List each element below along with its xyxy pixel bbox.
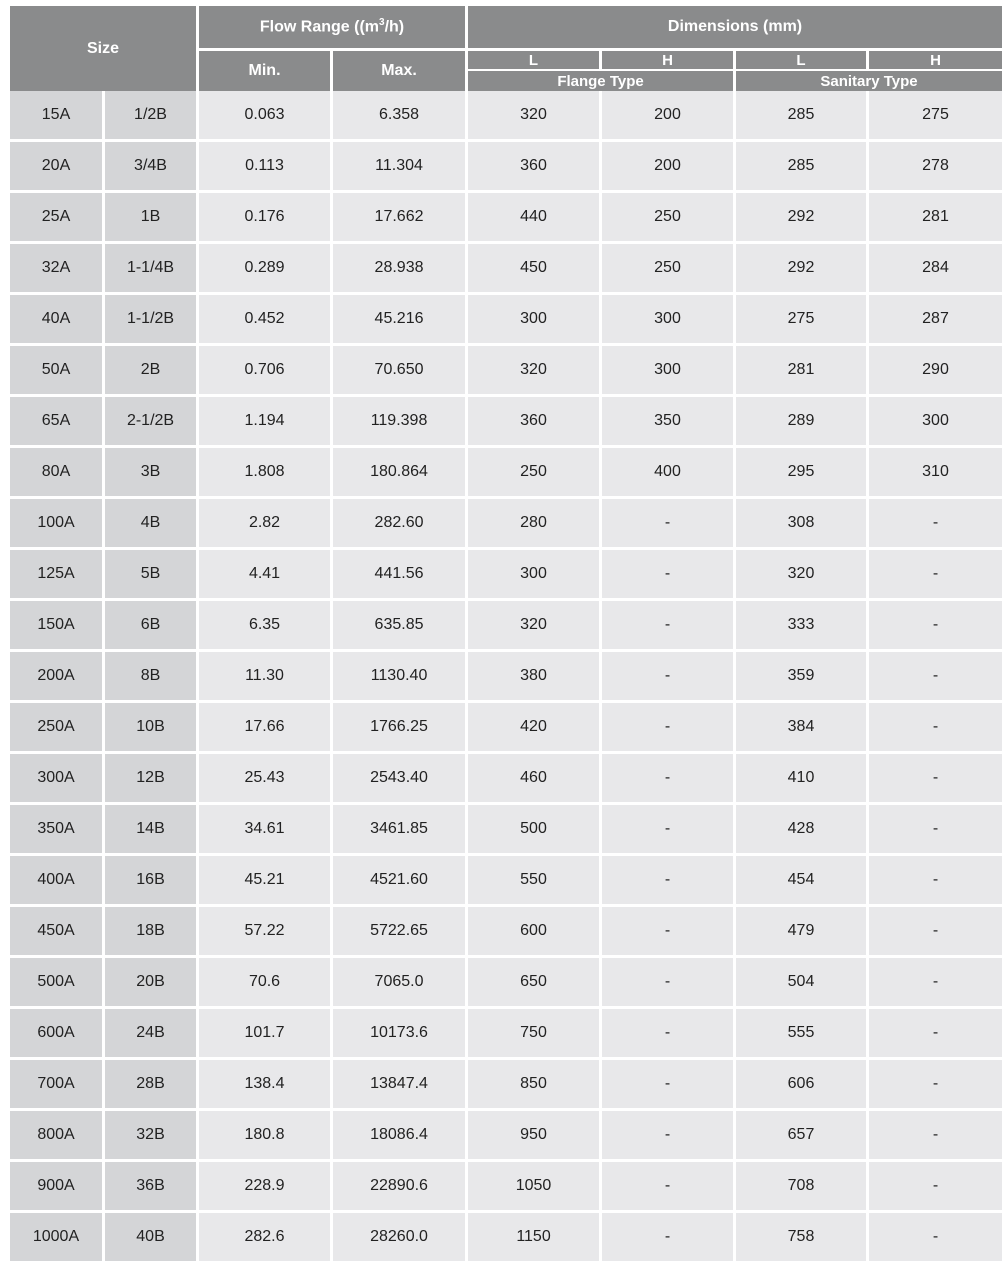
cell-size-a: 350A <box>10 805 105 856</box>
cell-flow-min: 101.7 <box>199 1009 333 1060</box>
cell-flow-min: 0.706 <box>199 346 333 397</box>
cell-flange-l: 380 <box>468 652 602 703</box>
cell-sanitary-l: 428 <box>736 805 869 856</box>
cell-flow-min: 17.66 <box>199 703 333 754</box>
cell-flange-l: 500 <box>468 805 602 856</box>
cell-size-a: 450A <box>10 907 105 958</box>
cell-flow-max: 2543.40 <box>333 754 468 805</box>
cell-sanitary-h: 275 <box>869 91 1002 142</box>
cell-flow-min: 57.22 <box>199 907 333 958</box>
cell-flow-max: 22890.6 <box>333 1162 468 1213</box>
cell-flange-l: 320 <box>468 601 602 652</box>
cell-size-b: 8B <box>105 652 199 703</box>
cell-flow-max: 282.60 <box>333 499 468 550</box>
cell-flow-max: 7065.0 <box>333 958 468 1009</box>
header-flow-range <box>199 6 468 51</box>
cell-size-a: 40A <box>10 295 105 346</box>
cell-sanitary-l: 708 <box>736 1162 869 1213</box>
cell-sanitary-l: 285 <box>736 91 869 142</box>
cell-flange-h: - <box>602 805 736 856</box>
cell-flow-max: 635.85 <box>333 601 468 652</box>
table-row <box>10 754 1002 805</box>
table-row <box>10 346 1002 397</box>
cell-flow-max: 17.662 <box>333 193 468 244</box>
cell-size-a: 15A <box>10 91 105 142</box>
cell-size-b: 4B <box>105 499 199 550</box>
table-row <box>10 703 1002 754</box>
cell-flange-h: - <box>602 1162 736 1213</box>
table-row <box>10 601 1002 652</box>
table-row <box>10 907 1002 958</box>
header-flange-l: L <box>468 51 602 71</box>
cell-flange-h: 350 <box>602 397 736 448</box>
table-row <box>10 652 1002 703</box>
cell-flow-min: 228.9 <box>199 1162 333 1213</box>
cell-sanitary-h: - <box>869 499 1002 550</box>
flow-meter-spec-table <box>10 6 1002 1261</box>
cell-sanitary-h: 287 <box>869 295 1002 346</box>
cell-sanitary-h: - <box>869 907 1002 958</box>
cell-size-b: 1/2B <box>105 91 199 142</box>
cell-size-b: 3B <box>105 448 199 499</box>
cell-sanitary-h: 290 <box>869 346 1002 397</box>
cell-size-a: 125A <box>10 550 105 601</box>
cell-flange-h: - <box>602 1111 736 1162</box>
cell-flow-max: 45.216 <box>333 295 468 346</box>
cell-sanitary-l: 308 <box>736 499 869 550</box>
cell-size-b: 32B <box>105 1111 199 1162</box>
header-size: Size <box>10 6 199 91</box>
cell-flange-l: 360 <box>468 397 602 448</box>
cell-flow-min: 1.194 <box>199 397 333 448</box>
cell-flange-h: - <box>602 907 736 958</box>
cell-sanitary-l: 384 <box>736 703 869 754</box>
cell-flange-l: 300 <box>468 295 602 346</box>
flow-range-label: Flow Range ((m <box>259 18 380 36</box>
cell-size-a: 500A <box>10 958 105 1009</box>
cell-flange-l: 440 <box>468 193 602 244</box>
table-row <box>10 142 1002 193</box>
table-body <box>10 91 1002 1261</box>
cell-flow-max: 28260.0 <box>333 1213 468 1261</box>
cell-size-b: 18B <box>105 907 199 958</box>
table-row <box>10 550 1002 601</box>
cell-flow-min: 4.41 <box>199 550 333 601</box>
cell-size-b: 24B <box>105 1009 199 1060</box>
cell-flange-l: 460 <box>468 754 602 805</box>
cell-size-a: 600A <box>10 1009 105 1060</box>
table-row <box>10 295 1002 346</box>
cell-flange-l: 250 <box>468 448 602 499</box>
table-row <box>10 856 1002 907</box>
cell-size-a: 80A <box>10 448 105 499</box>
cell-size-b: 6B <box>105 601 199 652</box>
header-min: Min. <box>199 51 333 91</box>
cell-flange-h: - <box>602 499 736 550</box>
cell-flange-l: 420 <box>468 703 602 754</box>
cell-sanitary-l: 555 <box>736 1009 869 1060</box>
cell-flow-min: 0.113 <box>199 142 333 193</box>
flow-range-unit-end: /h) <box>384 18 405 36</box>
cell-flow-min: 6.35 <box>199 601 333 652</box>
header-flange-h: H <box>602 51 736 71</box>
cell-flow-max: 4521.60 <box>333 856 468 907</box>
cell-flange-h: - <box>602 1060 736 1111</box>
cell-flow-min: 25.43 <box>199 754 333 805</box>
header-dimensions: Dimensions (mm) <box>468 6 1002 51</box>
cell-flange-h: - <box>602 856 736 907</box>
cell-flange-h: - <box>602 1009 736 1060</box>
cell-flow-min: 2.82 <box>199 499 333 550</box>
cell-size-b: 3/4B <box>105 142 199 193</box>
cell-sanitary-h: 300 <box>869 397 1002 448</box>
cell-size-a: 300A <box>10 754 105 805</box>
cell-flange-h: - <box>602 958 736 1009</box>
header-sanitary-l: L <box>736 51 869 71</box>
cell-flow-max: 119.398 <box>333 397 468 448</box>
table-row <box>10 1060 1002 1111</box>
table-row <box>10 1009 1002 1060</box>
cell-flange-h: - <box>602 550 736 601</box>
header-sanitary-h: H <box>869 51 1002 71</box>
cell-flow-max: 6.358 <box>333 91 468 142</box>
cell-flow-min: 138.4 <box>199 1060 333 1111</box>
cell-flow-max: 28.938 <box>333 244 468 295</box>
cell-size-b: 1-1/4B <box>105 244 199 295</box>
cell-sanitary-l: 504 <box>736 958 869 1009</box>
header-max: Max. <box>333 51 468 91</box>
cell-sanitary-l: 295 <box>736 448 869 499</box>
cell-size-a: 32A <box>10 244 105 295</box>
cell-sanitary-h: - <box>869 1060 1002 1111</box>
cell-flow-max: 1766.25 <box>333 703 468 754</box>
cell-flow-max: 441.56 <box>333 550 468 601</box>
header-sanitary-type: Sanitary Type <box>736 71 1002 91</box>
cell-size-b: 1-1/2B <box>105 295 199 346</box>
cell-sanitary-l: 479 <box>736 907 869 958</box>
cell-flange-l: 1050 <box>468 1162 602 1213</box>
cell-sanitary-h: - <box>869 805 1002 856</box>
cell-size-b: 2B <box>105 346 199 397</box>
table-row <box>10 397 1002 448</box>
cell-sanitary-h: - <box>869 1009 1002 1060</box>
cell-sanitary-l: 657 <box>736 1111 869 1162</box>
cell-size-a: 900A <box>10 1162 105 1213</box>
cell-flow-max: 3461.85 <box>333 805 468 856</box>
cell-size-a: 1000A <box>10 1213 105 1261</box>
cell-flow-min: 0.289 <box>199 244 333 295</box>
table-row <box>10 193 1002 244</box>
cell-flow-min: 282.6 <box>199 1213 333 1261</box>
spec-table-container <box>10 6 1002 1261</box>
cell-flange-h: 400 <box>602 448 736 499</box>
cell-flange-l: 300 <box>468 550 602 601</box>
cell-flow-min: 11.30 <box>199 652 333 703</box>
cell-flange-h: 200 <box>602 91 736 142</box>
cell-flange-h: 250 <box>602 193 736 244</box>
cell-size-b: 14B <box>105 805 199 856</box>
cell-sanitary-h: - <box>869 703 1002 754</box>
cell-flow-max: 13847.4 <box>333 1060 468 1111</box>
table-row <box>10 958 1002 1009</box>
cell-sanitary-l: 758 <box>736 1213 869 1261</box>
cell-flow-max: 18086.4 <box>333 1111 468 1162</box>
header-flange-type: Flange Type <box>468 71 736 91</box>
table-row <box>10 244 1002 295</box>
cell-flow-min: 0.452 <box>199 295 333 346</box>
cell-flange-l: 750 <box>468 1009 602 1060</box>
table-row <box>10 1111 1002 1162</box>
cell-size-b: 16B <box>105 856 199 907</box>
cell-size-a: 100A <box>10 499 105 550</box>
cell-size-a: 50A <box>10 346 105 397</box>
cell-size-b: 20B <box>105 958 199 1009</box>
cell-flow-min: 180.8 <box>199 1111 333 1162</box>
table-row <box>10 448 1002 499</box>
cell-sanitary-h: 281 <box>869 193 1002 244</box>
table-row <box>10 1213 1002 1261</box>
cell-flow-min: 70.6 <box>199 958 333 1009</box>
cell-flow-max: 1130.40 <box>333 652 468 703</box>
cell-flange-h: 250 <box>602 244 736 295</box>
cell-flange-l: 650 <box>468 958 602 1009</box>
cell-sanitary-l: 606 <box>736 1060 869 1111</box>
cell-size-a: 150A <box>10 601 105 652</box>
cell-size-a: 65A <box>10 397 105 448</box>
cell-flange-h: - <box>602 703 736 754</box>
cell-flow-min: 45.21 <box>199 856 333 907</box>
cell-size-a: 20A <box>10 142 105 193</box>
cell-flange-l: 1150 <box>468 1213 602 1261</box>
cell-sanitary-h: - <box>869 1111 1002 1162</box>
table-row <box>10 805 1002 856</box>
table-row <box>10 499 1002 550</box>
cell-flow-max: 70.650 <box>333 346 468 397</box>
cell-size-b: 10B <box>105 703 199 754</box>
cell-size-a: 400A <box>10 856 105 907</box>
cell-size-a: 25A <box>10 193 105 244</box>
cell-flow-max: 5722.65 <box>333 907 468 958</box>
cell-flange-h: - <box>602 601 736 652</box>
cell-sanitary-l: 410 <box>736 754 869 805</box>
cell-sanitary-h: 310 <box>869 448 1002 499</box>
cell-size-b: 40B <box>105 1213 199 1261</box>
cell-flange-h: - <box>602 1213 736 1261</box>
cell-flange-l: 320 <box>468 346 602 397</box>
cell-flange-h: - <box>602 652 736 703</box>
table-row <box>10 91 1002 142</box>
cell-flow-min: 1.808 <box>199 448 333 499</box>
cell-flange-l: 320 <box>468 91 602 142</box>
cell-flange-h: 300 <box>602 295 736 346</box>
cell-size-b: 28B <box>105 1060 199 1111</box>
cell-flow-max: 180.864 <box>333 448 468 499</box>
cell-size-b: 12B <box>105 754 199 805</box>
cell-sanitary-l: 281 <box>736 346 869 397</box>
cell-sanitary-h: - <box>869 754 1002 805</box>
cell-sanitary-h: 278 <box>869 142 1002 193</box>
cell-sanitary-l: 289 <box>736 397 869 448</box>
cell-sanitary-l: 292 <box>736 244 869 295</box>
cell-sanitary-l: 285 <box>736 142 869 193</box>
cell-sanitary-l: 320 <box>736 550 869 601</box>
cell-sanitary-h: - <box>869 958 1002 1009</box>
cell-flange-l: 360 <box>468 142 602 193</box>
cell-size-b: 1B <box>105 193 199 244</box>
cell-flange-h: 200 <box>602 142 736 193</box>
cell-flow-min: 34.61 <box>199 805 333 856</box>
cell-sanitary-l: 454 <box>736 856 869 907</box>
cell-sanitary-h: 284 <box>869 244 1002 295</box>
cell-size-a: 800A <box>10 1111 105 1162</box>
cell-size-b: 36B <box>105 1162 199 1213</box>
cell-sanitary-l: 292 <box>736 193 869 244</box>
cell-flange-h: 300 <box>602 346 736 397</box>
cell-flange-l: 850 <box>468 1060 602 1111</box>
cell-flange-l: 280 <box>468 499 602 550</box>
cell-flow-max: 11.304 <box>333 142 468 193</box>
cell-flange-h: - <box>602 754 736 805</box>
cell-size-a: 700A <box>10 1060 105 1111</box>
cell-size-b: 2-1/2B <box>105 397 199 448</box>
cell-sanitary-h: - <box>869 1213 1002 1261</box>
cell-flange-l: 950 <box>468 1111 602 1162</box>
cell-flow-min: 0.176 <box>199 193 333 244</box>
cell-sanitary-h: - <box>869 550 1002 601</box>
cell-flow-max: 10173.6 <box>333 1009 468 1060</box>
cell-flow-min: 0.063 <box>199 91 333 142</box>
cell-sanitary-l: 275 <box>736 295 869 346</box>
cell-flange-l: 550 <box>468 856 602 907</box>
cell-size-b: 5B <box>105 550 199 601</box>
cell-size-a: 200A <box>10 652 105 703</box>
cell-sanitary-h: - <box>869 856 1002 907</box>
cell-sanitary-h: - <box>869 1162 1002 1213</box>
flow-range-superscript: 3 <box>379 17 385 29</box>
cell-flange-l: 450 <box>468 244 602 295</box>
cell-size-a: 250A <box>10 703 105 754</box>
table-row <box>10 1162 1002 1213</box>
cell-sanitary-h: - <box>869 652 1002 703</box>
cell-sanitary-l: 333 <box>736 601 869 652</box>
cell-flange-l: 600 <box>468 907 602 958</box>
cell-sanitary-h: - <box>869 601 1002 652</box>
cell-sanitary-l: 359 <box>736 652 869 703</box>
